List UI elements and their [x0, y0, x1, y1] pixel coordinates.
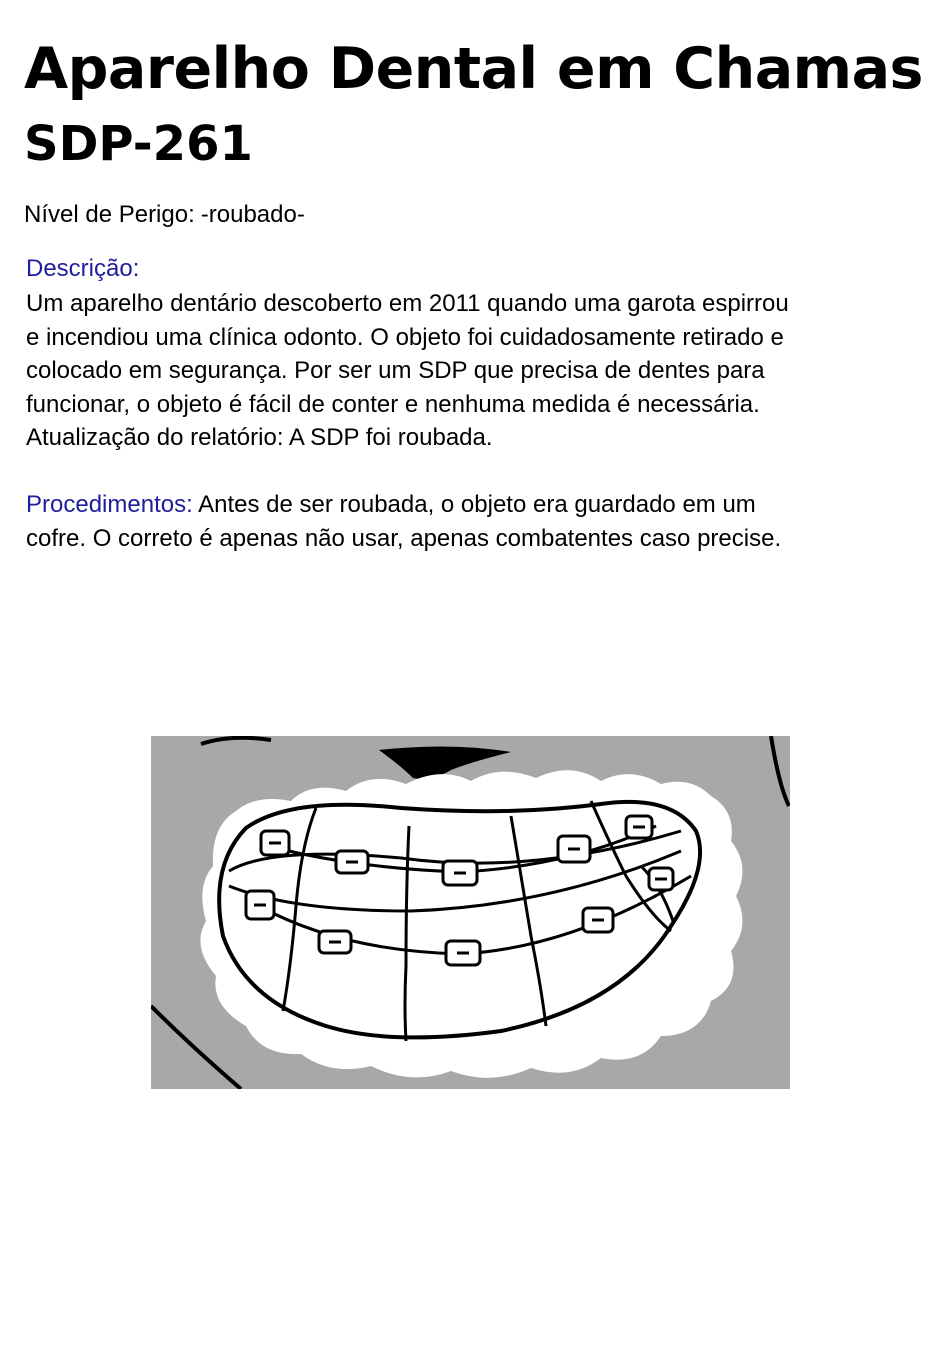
danger-level-label: Nível de Perigo: — [24, 201, 195, 228]
braces-illustration — [151, 736, 790, 1089]
procedures-text-1: Antes de ser roubada, o objeto era guardado em um — [198, 491, 756, 518]
description-text — [26, 287, 926, 455]
description-line: colocado em segurança. Por ser um SDP que precisa de dentes para — [26, 357, 765, 384]
description-label: Descrição: — [26, 255, 140, 282]
document-code: SDP-261 — [24, 116, 253, 172]
procedures-label: Procedimentos: — [26, 491, 193, 518]
danger-level — [24, 200, 305, 230]
procedures-line-1 — [26, 488, 926, 522]
document-title: Aparelho Dental em Chamas — [24, 36, 923, 102]
danger-level-value: -roubado- — [200, 201, 305, 228]
description-line: Um aparelho dentário descoberto em 2011 quando uma garota espirrou — [26, 290, 789, 317]
procedures-line-2: cofre. O correto é apenas não usar, apenas combatentes caso precise. — [26, 524, 782, 552]
description-line: e incendiou uma clínica odonto. O objeto foi cuidadosamente retirado e — [26, 323, 784, 351]
procedures-section — [26, 488, 926, 555]
description-line: funcionar, o objeto é fácil de conter e nenhuma medida é necessária. — [26, 390, 760, 418]
description-line: Atualização do relatório: A SDP foi roubada. — [26, 424, 493, 451]
